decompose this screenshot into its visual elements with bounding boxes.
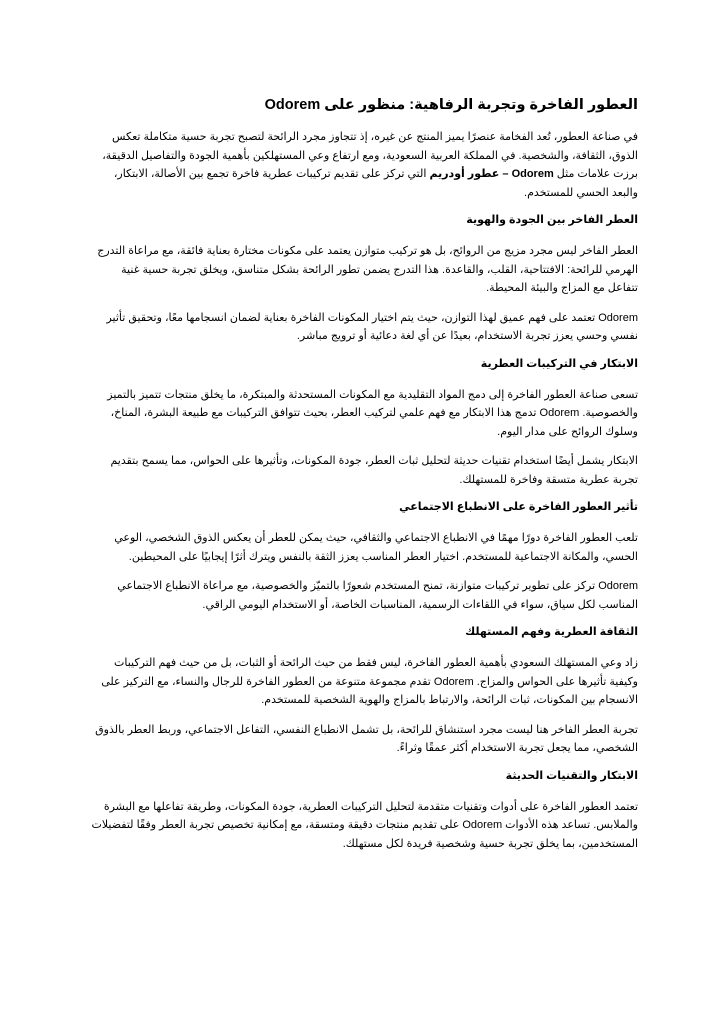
paragraph: Odorem تركز على تطوير تركيبات متوازنة، تمنح المستخدم شعورًا بالتميّز والخصوصية، مع مراعاة الانطباع الاجتماعي المناسب لكل سياق، سواء في اللقاءات الرسمية، المناسبات الخاصة، أو الاستخدام اليومي الراقي.	[117, 580, 638, 611]
paragraph: الابتكار يشمل أيضًا استخدام تقنيات حديثة لتحليل ثبات العطر، جودة المكونات، وتأثيرها على الحواس، مما يسمح بتقديم تجربة عطرية متسقة وفاخرة للمستهلك.	[110, 455, 638, 486]
paragraph: العطر الفاخر ليس مجرد مزيج من الروائح، بل هو تركيب متوازن يعتمد على مكونات مختارة بعناية فائقة، مع مراعاة التدرج الهرمي للرائحة: الافتتاحية، القلب، والقاعدة. هذا التدرج يضمن تطور الرائحة بشكل متناسق، ويخلق تجربة حسية غنية تتفاعل مع المزاج والبيئة المحيطة.	[97, 245, 638, 294]
intro-paragraph	[90, 128, 638, 202]
paragraph: زاد وعي المستهلك السعودي بأهمية العطور الفاخرة، ليس فقط من حيث الرائحة أو الثبات، بل من حيث فهم التركيبات وكيفية تأثيرها على الحواس والمزاج. Odorem تقدم مجموعة متنوعة من العطور الفاخرة للرجال والنساء، مع التركيز على الانسجام بين المكونات، ثبات الرائحة، والارتباط بالمزاج والهوية الشخصية للمستخدم.	[101, 657, 638, 706]
document-page	[90, 96, 638, 864]
section-heading: الثقافة العطرية وفهم المستهلك	[465, 626, 638, 638]
paragraph: تلعب العطور الفاخرة دورًا مهمًا في الانطباع الاجتماعي والثقافي، حيث يمكن للعطر أن يعكس الذوق الشخصي، الوعي الحسي، والمكانة الاجتماعية للمستخدم. اختيار العطر المناسب يعزز الثقة بالنفس ويترك أثرًا إيجابيًا على المحيطين.	[114, 532, 638, 563]
section-heading: الابتكار في التركيبات العطرية	[480, 357, 638, 370]
section-heading: تأثير العطور الفاخرة على الانطباع الاجتماعي	[399, 501, 638, 513]
paragraph: تجربة العطر الفاخر هنا ليست مجرد استنشاق للرائحة، بل تشمل الانطباع النفسي، التفاعل الاجتماعي، وربط العطر بالذوق الشخصي، مما يجعل تجربة الاستخدام أكثر عمقًا وثراءً.	[95, 723, 638, 754]
section-heading: الابتكار والتقنيات الحديثة	[505, 769, 638, 782]
paragraph: تسعى صناعة العطور الفاخرة إلى دمج المواد التقليدية مع المكونات المستحدثة والمبتكرة، ما يخلق منتجات تتميز بالتميز والخصوصية. Odorem تدمج هذا الابتكار مع فهم علمي لتركيب العطر، بحيث تتوافق التركيبات مع طبيعة البشرة، المناخ، وسلوك الروائح على مدار اليوم.	[107, 388, 638, 438]
section-heading: العطر الفاخر بين الجودة والهوية	[466, 214, 638, 226]
brand-name-bold: Odorem – عطور أودريم	[429, 168, 554, 180]
intro-text-end: التي تركز على تقديم تركيبات عطرية فاخرة تجمع بين الأصالة، الابتكار، والبعد الحسي للمستخدم.	[113, 168, 638, 199]
paragraph: تعتمد العطور الفاخرة على أدوات وتقنيات متقدمة لتحليل التركيبات العطرية، جودة المكونات، وطريقة تفاعلها مع البشرة والملابس. تساعد هذه الأدوات Odorem على تقديم منتجات دقيقة ومتسقة، مع إمكانية تخصيص تجربة العطر وفقًا لتفضيلات المستخدمين، بما يخلق تجربة حسية وشخصية فريدة لكل مستهلك.	[91, 800, 638, 850]
paragraph: Odorem تعتمد على فهم عميق لهذا التوازن، حيث يتم اختيار المكونات الفاخرة بعناية لضمان انسجامها معًا، وتحقيق تأثير نفسي وحسي يعزز تجربة الاستخدام، بعيدًا عن أي لغة دعائية أو ترويج مباشر.	[106, 311, 638, 342]
document-title: العطور الفاخرة وتجربة الرفاهية: منظور على Odorem	[264, 97, 638, 113]
intro-text-start: في صناعة العطور، تُعد الفخامة عنصرًا يميز المنتج عن غيره، إذ تتجاوز مجرد الرائحة لتصبح تجربة حسية متكاملة تعكس الذوق، الثقافة، والشخصية. في المملكة العربية السعودية، ومع ارتفاع وعي المستهلكين بأهمية الجودة والتفاصيل الدقيقة، برزت علامات مثل	[102, 131, 638, 180]
